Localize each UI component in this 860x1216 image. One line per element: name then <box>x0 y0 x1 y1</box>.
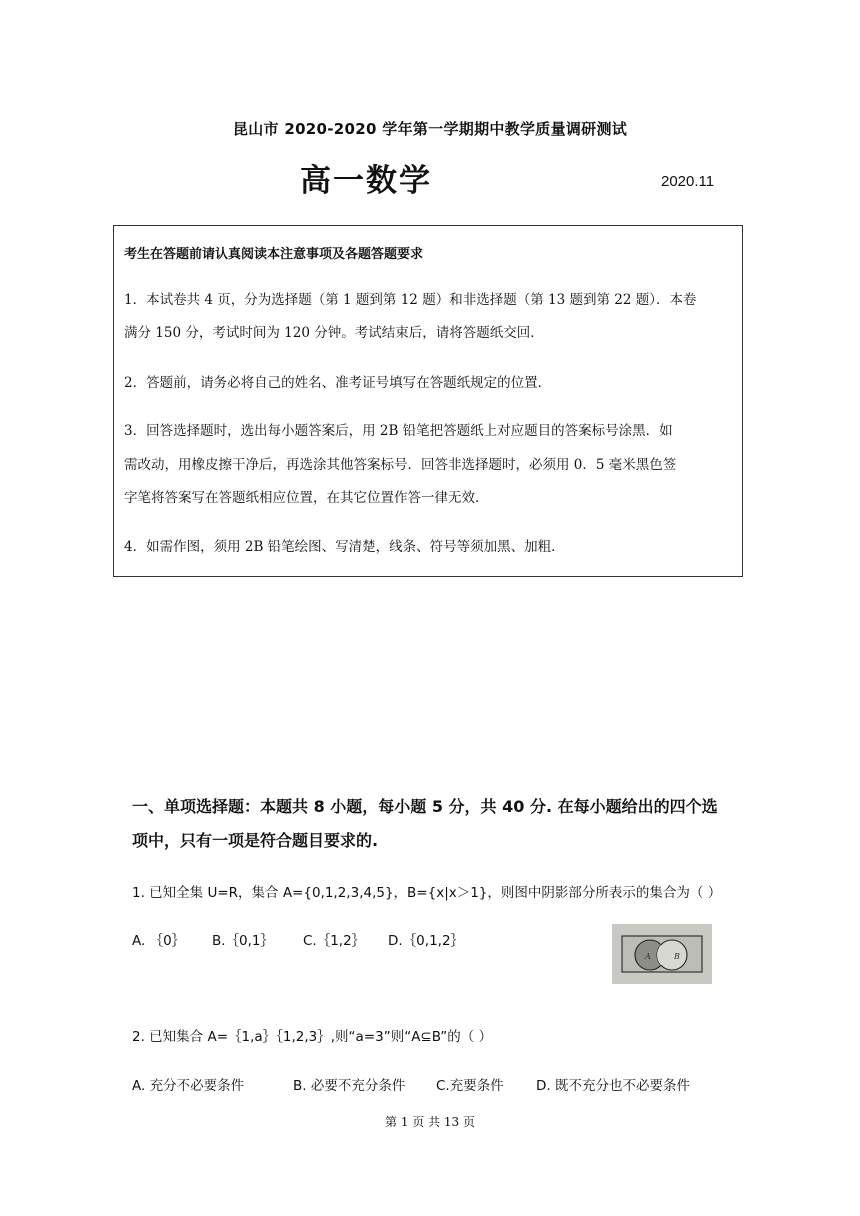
set-a-label: A <box>645 952 651 961</box>
notice-box <box>113 225 743 577</box>
notice-line: 需改动，用橡皮擦干净后，再选涂其他答案标号．回答非选择题时，必须用 0．5 毫米黑色签 <box>124 457 677 473</box>
question-1-option-a: A. ｛0｝ <box>132 933 186 949</box>
section-heading: 一、单项选择题：本题共 8 小题，每小题 5 分，共 40 分. 在每小题给出的四个选 <box>132 797 718 816</box>
notice-line: 3．回答选择题时，选出每小题答案后，用 2B 铅笔把答题纸上对应题目的答案标号涂黑．如 <box>124 423 673 439</box>
exam-school-title: 昆山市 2020-2020 学年第一学期期中教学质量调研测试 <box>232 120 628 138</box>
question-1-option-d: D.｛0,1,2｝ <box>388 933 465 949</box>
set-b-label: B <box>674 952 680 961</box>
page-footer: 第 1 页 共 13 页 <box>385 1115 475 1129</box>
subject-title: 高一数学 <box>300 163 432 199</box>
notice-line: 1．本试卷共 4 页，分为选择题（第 1 题到第 12 题）和非选择题（第 13 题到第 22 题）．本卷 <box>124 292 697 308</box>
notice-line: 满分 150 分，考试时间为 120 分钟。考试结束后，请将答题纸交回． <box>124 325 544 341</box>
question-1-option-c: C.｛1,2｝ <box>303 933 366 949</box>
notice-line: 字笔将答案写在答题纸相应位置，在其它位置作答一律无效． <box>124 490 489 506</box>
question-2-option-c: C.充要条件 <box>436 1078 504 1094</box>
question-2-option-a: A. 充分不必要条件 <box>132 1078 245 1094</box>
question-2-stem: 2. 已知集合 A=｛1,a｝｛1,2,3｝,则“a=3”则“A⊆B”的（ ） <box>132 1029 493 1045</box>
question-1-stem: 1. 已知全集 U=R，集合 A={0,1,2,3,4,5}，B={x|x＞1}，则图中阴影部分所表示的集合为（ ） <box>132 885 722 901</box>
question-2-option-b: B. 必要不充分条件 <box>293 1078 406 1094</box>
notice-line: 4．如需作图，须用 2B 铅笔绘图、写清楚，线条、符号等须加黑、加粗． <box>124 539 565 555</box>
notice-heading: 考生在答题前请认真阅读本注意事项及各题答题要求 <box>124 247 424 262</box>
exam-date: 2020.11 <box>661 173 715 190</box>
question-2-option-d: D. 既不充分也不必要条件 <box>536 1078 690 1094</box>
venn-diagram-figure <box>612 924 712 984</box>
question-1-option-b: B.｛0,1｝ <box>212 933 275 949</box>
section-heading: 项中，只有一项是符合题目要求的. <box>132 831 379 850</box>
notice-line: 2．答题前，请务必将自己的姓名、准考证号填写在答题纸规定的位置． <box>124 375 552 391</box>
